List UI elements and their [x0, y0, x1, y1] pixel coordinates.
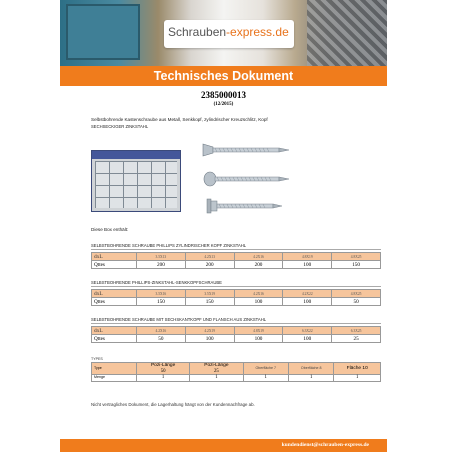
type-name: Pozi-Länge	[150, 363, 176, 368]
qty-cell: 200	[234, 261, 283, 269]
qty-cell: 100	[234, 298, 283, 306]
spec-table	[91, 289, 381, 306]
qty-label: Qttes	[92, 261, 137, 269]
pan-head-screw-image	[203, 170, 293, 188]
qty-cell: 100	[283, 335, 332, 343]
qty-cell: 50	[332, 298, 381, 306]
size-cell: 4.8X25	[332, 290, 381, 298]
qty-cell: 50	[137, 335, 186, 343]
type-name: Pozi-Länge	[204, 363, 229, 368]
size-label: dxL	[92, 327, 137, 335]
size-cell: 4.2X19	[185, 327, 234, 335]
section-hex-flange	[91, 317, 381, 343]
type-qty-cell: 1	[137, 375, 190, 382]
section-title: SELBSTBOHRENDE PHILLIPS-ZINKSTAHL-SENKKOPFSCHRAUBE	[91, 280, 381, 287]
qty-cell: 200	[137, 261, 186, 269]
countersunk-screw-image	[201, 142, 291, 158]
size-cell: 4.8X19	[234, 327, 283, 335]
type-cell	[288, 363, 333, 375]
qty-cell: 150	[185, 298, 234, 306]
type-qty-cell: 1	[334, 375, 381, 382]
size-cell: 3.5X13	[137, 253, 186, 261]
type-qty-cell: 1	[190, 375, 243, 382]
section-countersunk	[91, 280, 381, 306]
product-description: Selbstbohrende Kastenschraube aus Metall, Senkkopf, zylindrischer Kreuzschlitz, Kopf	[91, 117, 268, 122]
size-cell: 4.8X19	[283, 253, 332, 261]
type-qty-label: Menge	[92, 375, 137, 382]
logo-accent-text: -express.de	[226, 25, 289, 39]
size-cell: 4.2X22	[283, 290, 332, 298]
types-title: TYPES	[91, 357, 103, 361]
document-date: (12/2015)	[213, 102, 234, 107]
type-value: 50	[160, 368, 166, 374]
size-row	[92, 253, 381, 261]
quantity-row	[92, 335, 381, 343]
footer-email-link[interactable]: kundendienst@schrauben-express.de	[281, 442, 369, 448]
qty-cell: 100	[234, 335, 283, 343]
header-banner	[60, 0, 387, 66]
section-title: SELBSTBOHRENDE SCHRAUBE MIT SECHSKANTKOPF UND FLANSCH AUS ZINKSTAHL	[91, 317, 381, 324]
size-cell: 3.5X16	[137, 290, 186, 298]
size-cell: 6.3X22	[283, 327, 332, 335]
size-row	[92, 327, 381, 335]
type-name: Fläche 10	[346, 365, 368, 371]
size-cell: 6.3X25	[332, 327, 381, 335]
size-label: dxL	[92, 253, 137, 261]
type-cell	[190, 363, 243, 375]
box-lid	[92, 151, 180, 159]
size-cell: 4.8X25	[332, 253, 381, 261]
size-cell: 4.2X16	[234, 253, 283, 261]
types-header-row	[92, 363, 381, 375]
qty-label: Qttes	[92, 335, 137, 343]
box-contents-label: Diese Box enthält:	[91, 227, 129, 232]
document-page	[60, 0, 387, 452]
logo[interactable]	[164, 20, 294, 48]
qty-cell: 150	[137, 298, 186, 306]
type-cell	[137, 363, 190, 375]
article-number: 2385000013	[201, 90, 246, 100]
qty-cell: 100	[185, 335, 234, 343]
size-cell: 4.2X16	[137, 327, 186, 335]
logo-main-text: Schrauben	[168, 25, 227, 39]
type-value: 25	[214, 368, 219, 374]
size-row	[92, 290, 381, 298]
size-cell: 4.2X16	[234, 290, 283, 298]
product-description-sub: SECHSECKIGER ZINKSTAHL	[91, 124, 149, 129]
title-bar	[60, 66, 387, 86]
type-qty-cell: 1	[288, 375, 333, 382]
hex-flange-screw-image	[206, 197, 286, 215]
section-types	[91, 357, 381, 382]
qty-cell: 25	[332, 335, 381, 343]
qty-cell: 100	[283, 261, 332, 269]
screws-photo	[307, 0, 387, 66]
section-title: SELBSTBOHRENDE SCHRAUBE PHILLIPS ZYLINDRISCHER KOPF ZINKSTAHL	[91, 243, 381, 250]
quantity-row	[92, 298, 381, 306]
document-title: Technisches Dokument	[153, 69, 294, 83]
qty-cell: 150	[332, 261, 381, 269]
quantity-row	[92, 261, 381, 269]
type-cell	[243, 363, 288, 375]
qty-label: Qttes	[92, 298, 137, 306]
size-cell: 4.2X13	[185, 253, 234, 261]
footer-bar	[60, 439, 387, 452]
types-quantity-row	[92, 375, 381, 382]
section-cylinder-head	[91, 243, 381, 269]
spec-table	[91, 252, 381, 269]
qty-cell: 100	[283, 298, 332, 306]
type-qty-cell: 1	[243, 375, 288, 382]
type-name: Oberfläche 7	[255, 365, 277, 370]
box-compartments	[95, 161, 177, 208]
spec-table	[91, 326, 381, 343]
size-cell: 3.5X19	[185, 290, 234, 298]
toolbox-photo	[66, 4, 140, 60]
size-label: dxL	[92, 290, 137, 298]
disclaimer-note: Nicht vertragliches Dokument, die Lagerhaltung hängt von der Kundennachfrage ab.	[91, 402, 255, 407]
type-cell	[334, 363, 381, 375]
assortment-box-image	[91, 150, 181, 212]
qty-cell: 200	[185, 261, 234, 269]
type-name: Oberfläche 8	[300, 365, 322, 370]
types-table	[91, 362, 381, 382]
type-label: Type	[92, 363, 137, 375]
